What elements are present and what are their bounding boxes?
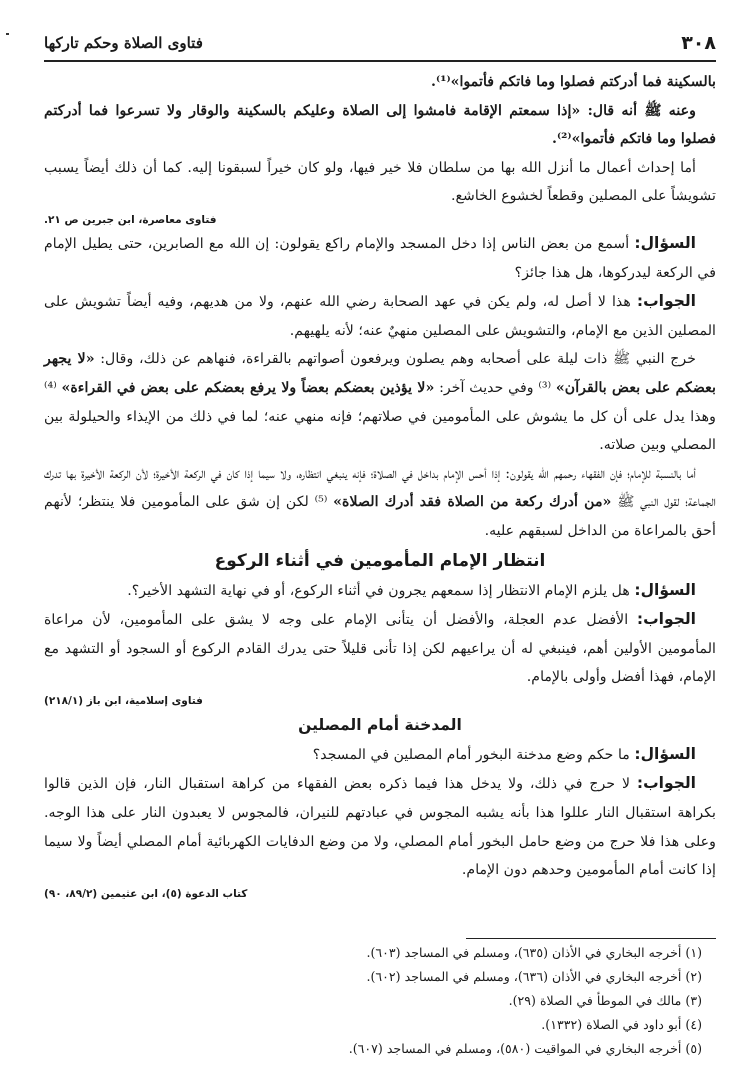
question-1 <box>44 229 716 287</box>
text-run: خرج النبي ﷺ ذات ليلة على أصحابه وهم يصلون ويرفعون أصواتهم بالقراءة، فنهاهم عن ذلك، وقال: <box>94 351 696 368</box>
answer-text: الأفضل عدم العجلة، والأفضل أن يتأنى الإمام على وجه لا يشق على المأمومين، لأن مراعاة المأمومين الأولين أهم، فينبغي له أن يراعيهم لكن إذا تأنى قليلاً حتى يدرك القادم الركوع أو السجود أو التشهد مع الإمام، فهذا أفضل وأولى بالإمام. <box>44 612 716 686</box>
hadith-quote: «من أدرك ركعة من الصلاة فقد أدرك الصلاة» <box>333 494 612 511</box>
hadith-continuation: بالسكينة فما أدركتم فصلوا وما فاتكم فأتموا»⁽¹⁾. <box>431 74 716 90</box>
text-run: أما بالنسبة للإمام؛ فإن الفقهاء رحمهم الله يقولون: إذا أحس الإمام بداخل في الصلاة؛ فإنه ينبغي انتظاره، ولا سيما إذا كان في الركعة الأخيرة؛ لأن الركعة الأخيرة بها تدرك الجماعة؛ لقول النبي ﷺ <box>44 465 716 511</box>
question-label: السؤال: <box>634 744 696 763</box>
question-label: السؤال: <box>634 580 696 599</box>
footnote-divider <box>466 938 716 939</box>
page-number: ٣٠٨ <box>681 32 716 54</box>
footnote: (٣) مالك في الموطأ في الصلاة (٢٩). <box>508 993 702 1008</box>
answer-1-continuation <box>44 345 716 459</box>
footnotes <box>44 938 716 1061</box>
scan-mark <box>6 33 9 35</box>
text-run: ⁽⁵⁾ لكن إن شق على المأمومين فلا ينتظر؛ لأنهم أحق بالمراعاة من الداخل لسبقهم عليه. <box>44 494 716 539</box>
footnote: (٤) أبو داود في الصلاة (١٣٣٢). <box>541 1017 702 1032</box>
hadith-paragraph <box>44 97 716 154</box>
question-text: هل يلزم الإمام الانتظار إذا سمعهم يجرون في أثناء الركوع، أو في نهاية التشهد الأخير؟. <box>127 582 635 599</box>
answer-text: لا حرج في ذلك، ولا يدخل هذا فيما ذكره بعض الفقهاء من كراهة استقبال النار، فإن الذين قالوا بكراهة استقبال النار عللوا هذا بأنه يشبه المجوس في عبادتهم للنيران، فالمجوس لا يعبدون النار على هذا الوجه. وعلى هذا فلا حرج من وضع حامل البخور أمام المصلي، ولا من وضع الدفايات الكهربائية أمام المصلي أيضاً ولا سيما إذا كانت أمام المأمومين وحدهم دون الإمام. <box>44 776 716 879</box>
answer-label: الجواب: <box>636 292 696 311</box>
source-citation: فتاوى معاصرة، ابن جبرين ص ٢١. <box>44 213 217 226</box>
section-title: انتظار الإمام المأمومين في أثناء الركوع <box>214 550 546 571</box>
footnote: (٢) أخرجه البخاري في الأذان (٦٣٦)، ومسلم في المساجد (٦٠٢). <box>366 969 702 984</box>
answer-2 <box>44 605 716 692</box>
answer-1 <box>44 287 716 345</box>
source-citation: كتاب الدعوة (٥)، ابن عثيمين (٨٩/٢، ٩٠) <box>44 887 248 900</box>
hadith-text: وعنه ﷺ أنه قال: «إذا سمعتم الإقامة فامشوا إلى الصلاة وعليكم بالسكينة والوقار ولا تسرعوا فما أدركتم فصلوا وما فاتكم فأتموا»⁽²⁾. <box>44 102 716 148</box>
text-run: ⁽⁴⁾ وهذا يدل على أن كل ما يشوش على المأمومين في صلاتهم؛ فإنه منهي عنه؛ لما في ذلك من الإيذاء والحيلولة بين المصلي وبين صلاته. <box>44 379 716 454</box>
footnote: (٥) أخرجه البخاري في المواقيت (٥٨٠)، ومسلم في المساجد (٦٠٧). <box>348 1041 702 1056</box>
text-run: ⁽³⁾ وفي حديث آخر: <box>434 379 556 396</box>
hadith-quote: «لا يؤذين بعضكم بعضاً ولا يرفع بعضكم على بعض في القراءة» <box>61 379 435 396</box>
page-header <box>44 30 716 62</box>
answer-label: الجواب: <box>636 774 696 793</box>
footnote: (١) أخرجه البخاري في الأذان (٦٣٥)، ومسلم في المساجد (٦٠٣). <box>366 945 702 960</box>
page-body <box>44 68 716 903</box>
source-citation: فتاوى إسلامية، ابن باز (٢١٨/١) <box>44 694 203 707</box>
section-title: المدخنة أمام المصلين <box>298 715 462 734</box>
answer-text: هذا لا أصل له، ولم يكن في عهد الصحابة رضي الله عنهم، ولا من هديهم، وفيه أيضاً تشويش على المصلين الذين مع الإمام، والتشويش على المصلين منهيٌ عنه؛ لأنه يلهيهم. <box>44 294 716 339</box>
question-label: السؤال: <box>634 233 696 252</box>
answer-3 <box>44 769 716 884</box>
question-text: ما حكم وضع مدخنة البخور أمام المصلين في المسجد؟ <box>312 746 635 763</box>
imam-paragraph <box>44 460 716 546</box>
answer-label: الجواب: <box>636 610 696 629</box>
hadith-quote: «لا يجهر بعضكم على بعض بالقرآن» <box>44 351 716 396</box>
question-text: أسمع من بعض الناس إذا دخل المسجد والإمام راكع يقولون: إن الله مع الصابرين، حتى يطيل الإمام في الركعة ليدركوها، هل هذا جائز؟ <box>44 235 716 281</box>
running-title: فتاوى الصلاة وحكم تاركها <box>44 34 203 52</box>
book-page <box>44 30 716 1070</box>
question-3 <box>44 740 716 770</box>
commentary-paragraph: أما إحداث أعمال ما أنزل الله بها من سلطان فلا خير فيها، ولو كان خيراً لسبقونا إليه. كما أن ذلك أيضاً يسبب تشويشاً على المصلين وقطعاً لخشوع الخاشع. <box>44 159 716 205</box>
question-2 <box>44 576 716 606</box>
